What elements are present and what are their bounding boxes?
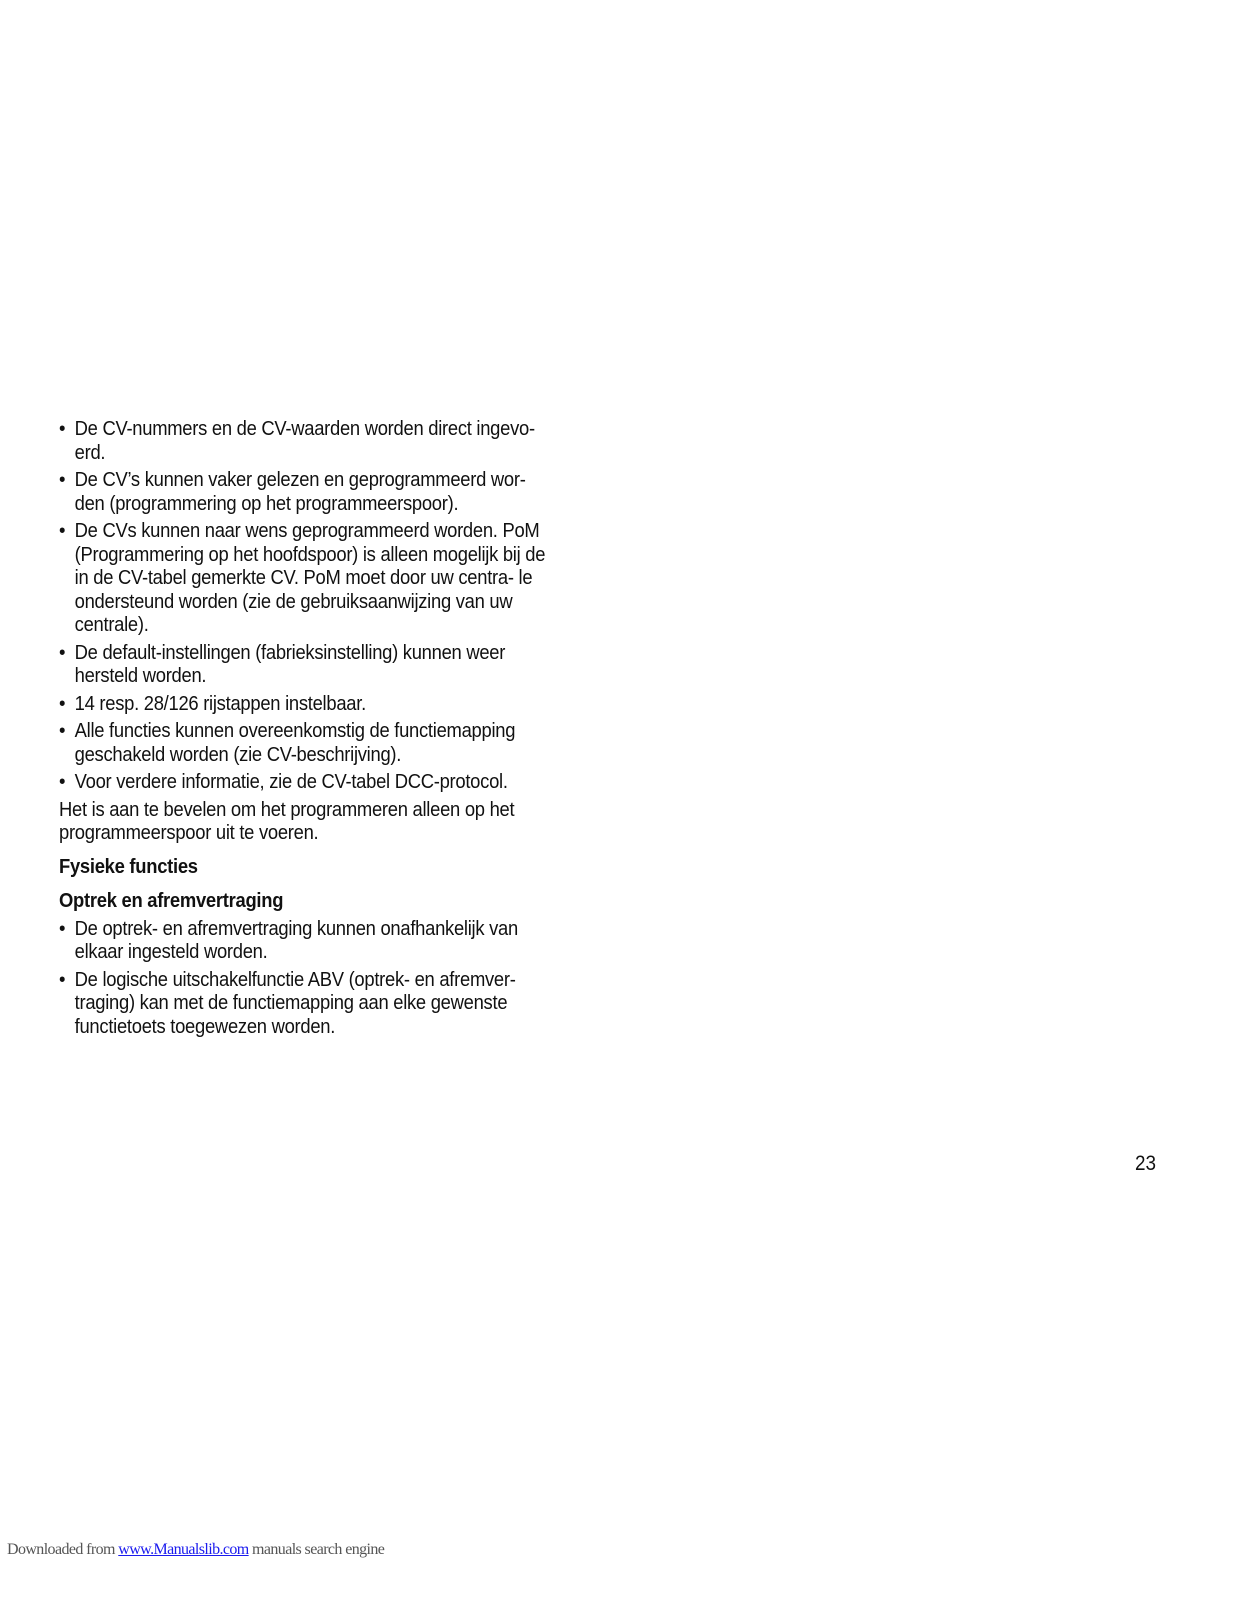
footer-suffix: manuals search engine xyxy=(248,1541,385,1558)
list-item: • De optrek- en afremvertraging kunnen onafhankelijk van elkaar ingesteld worden. xyxy=(59,918,556,965)
list-item: • De logische uitschakelfunctie ABV (optrek- en afremver- traging) kan met de functiemapping aan elke gewenste functietoets toegewezen worden. xyxy=(59,969,556,1040)
list-item: • De CV-nummers en de CV-waarden worden direct ingevo- erd. xyxy=(59,418,556,465)
list-item: • 14 resp. 28/126 rijstappen instelbaar. xyxy=(59,693,556,717)
feature-list xyxy=(59,418,556,795)
manualslib-link[interactable]: www.Manualslib.com xyxy=(118,1541,249,1558)
list-item: • Alle functies kunnen overeenkomstig de functiemapping geschakeld worden (zie CV-beschrijving). xyxy=(59,720,556,767)
programming-advice-paragraph: Het is aan te bevelen om het programmeren alleen op het programmeerspoor uit te voeren. xyxy=(59,798,515,844)
footer-prefix: Downloaded from xyxy=(7,1541,119,1558)
list-item: • De CV’s kunnen vaker gelezen en geprogrammeerd wor- den (programmering op het programmeerspoor). xyxy=(59,469,556,516)
subsection-heading-optrek: Optrek en afremvertraging xyxy=(59,890,284,912)
section-heading-fysieke-functies: Fysieke functies xyxy=(59,855,198,878)
list-item: • Voor verdere informatie, zie de CV-tabel DCC-protocol. xyxy=(59,771,556,795)
acceleration-list xyxy=(59,918,556,1040)
list-item: • De CVs kunnen naar wens geprogrammeerd worden. PoM (Programmering op het hoofdspoor) is alleen mogelijk bij de in de CV-tabel gemerkte CV. PoM moet door uw centra- le ondersteund worden (zie de gebruiksaanwijzing van uw centrale). xyxy=(59,520,556,638)
page-number: 23 xyxy=(1135,1152,1157,1175)
download-footer xyxy=(7,1541,384,1559)
page-body xyxy=(59,418,556,1043)
list-item: • De default-instellingen (fabrieksinstelling) kunnen weer hersteld worden. xyxy=(59,642,556,689)
